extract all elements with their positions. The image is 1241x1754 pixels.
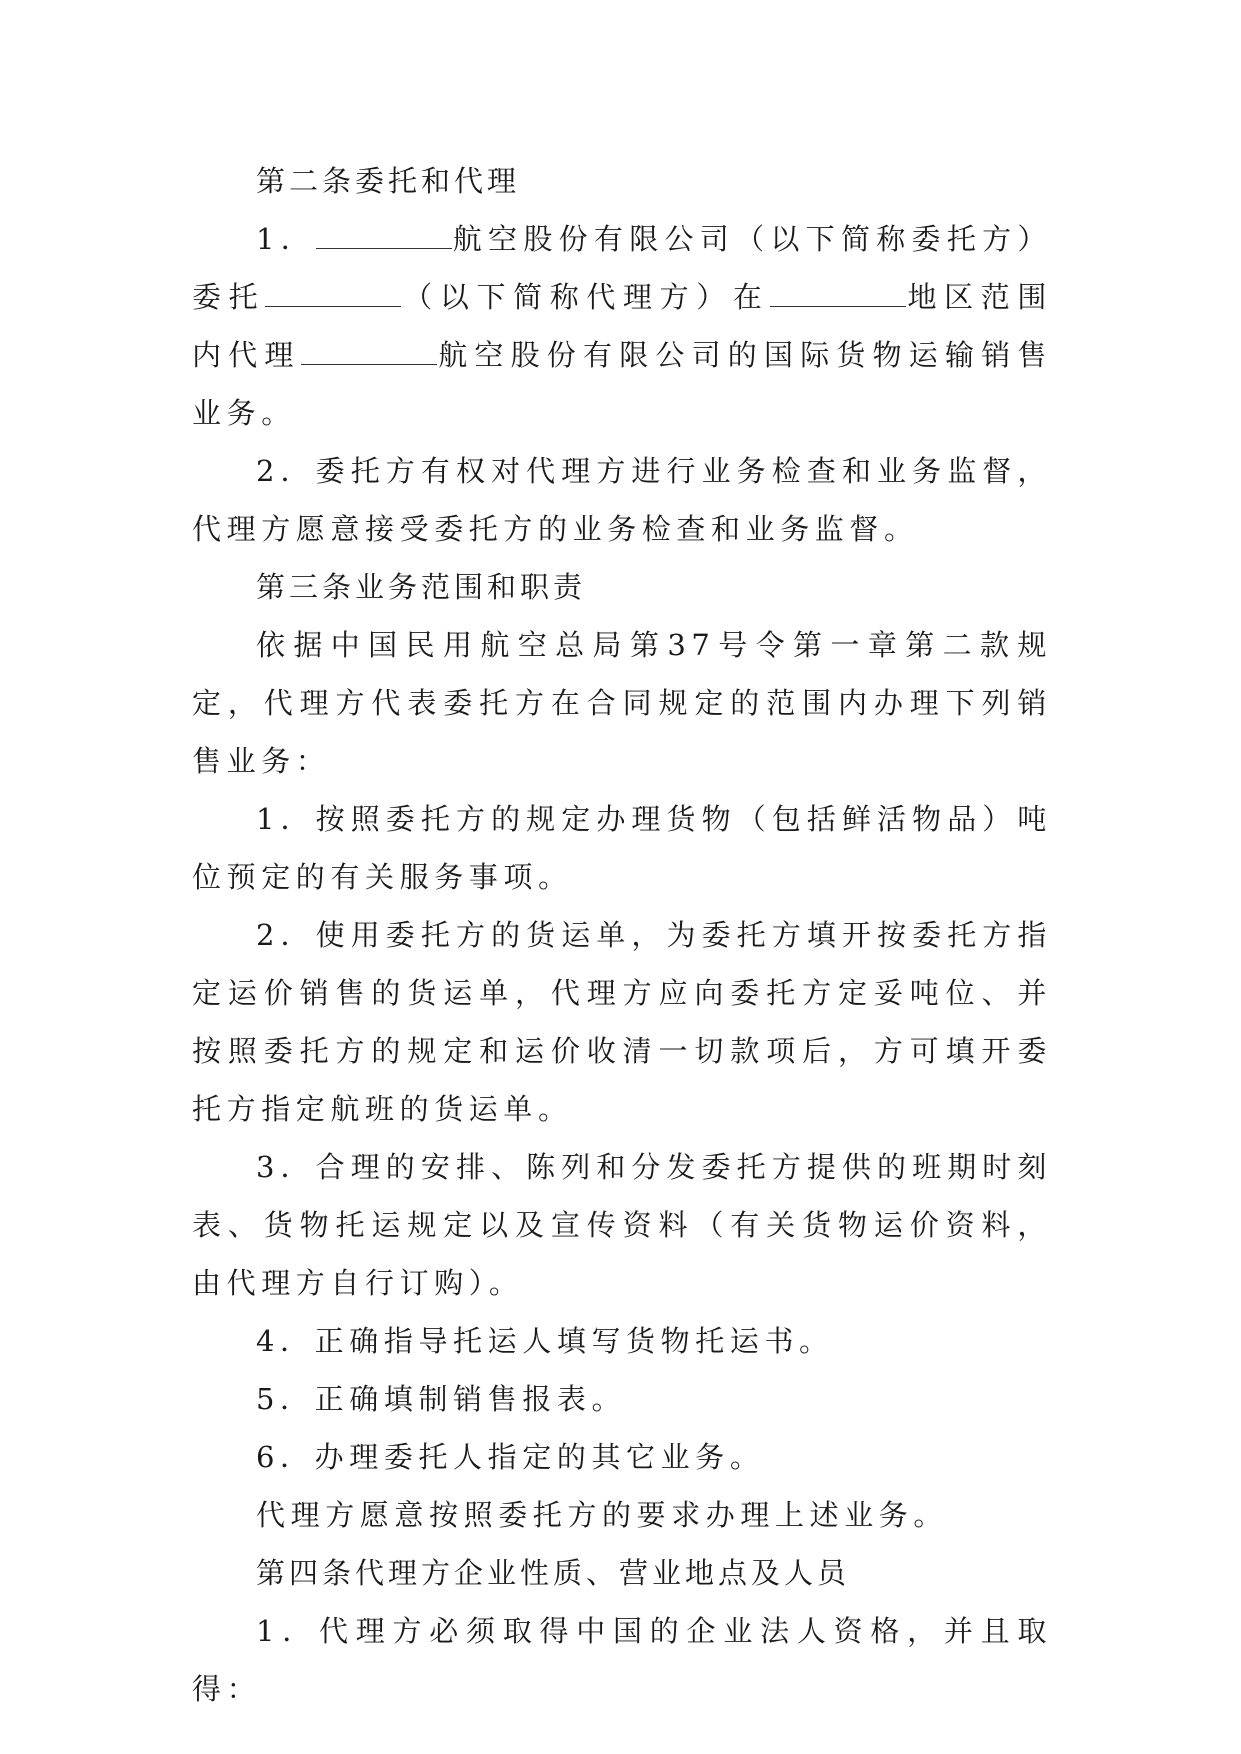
paragraph: 1．代理方必须取得中国的企业法人资格，并且取得： (192, 1614, 1052, 1706)
blank-field-principal-airline (316, 224, 452, 249)
paragraph: 2．委托方有权对代理方进行业务检查和业务监督，代理方愿意接受委托方的业务检查和业务监督。 (192, 454, 1052, 546)
blank-field-represented-airline (301, 340, 437, 365)
section-heading: 第二条委托和代理 (256, 164, 521, 198)
paragraph: 依据中国民用航空总局第37号令第一章第二款规定，代理方代表委托方在合同规定的范围内办理下列销售业务： (192, 628, 1052, 778)
paragraph: 6．办理委托人指定的其它业务。 (256, 1440, 765, 1474)
blank-field-region (770, 282, 906, 307)
paragraph: 2．使用委托方的货运单，为委托方填开按委托方指定运价销售的货运单，代理方应向委托方定妥吨位、并按照委托方的规定和运价收清一切款项后，方可填开委托方指定航班的货运单。 (192, 918, 1052, 1126)
paragraph: 4．正确指导托运人填写货物托运书。 (256, 1324, 834, 1358)
section-heading: 第三条业务范围和职责 (256, 570, 587, 604)
blank-field-agent-name (265, 282, 401, 307)
document-body (192, 152, 1052, 1718)
section-heading: 第四条代理方企业性质、营业地点及人员 (256, 1556, 851, 1590)
paragraph: 代理方愿意按照委托方的要求办理上述业务。 (256, 1498, 949, 1532)
paragraph: 1．按照委托方的规定办理货物（包括鲜活物品）吨位预定的有关服务事项。 (192, 802, 1052, 894)
paragraph-entrustment-clause: 1． 航空股份有限公司（以下简称委托方）委托 （以下简称代理方）在 地区范围内代理 航空股份有限公司的国际货物运输销售业务。 (192, 222, 1053, 430)
paragraph: 3．合理的安排、陈列和分发委托方提供的班期时刻表、货物托运规定以及宣传资料（有关货物运价资料，由代理方自行订购）。 (192, 1150, 1052, 1300)
paragraph: 5．正确填制销售报表。 (256, 1382, 627, 1416)
